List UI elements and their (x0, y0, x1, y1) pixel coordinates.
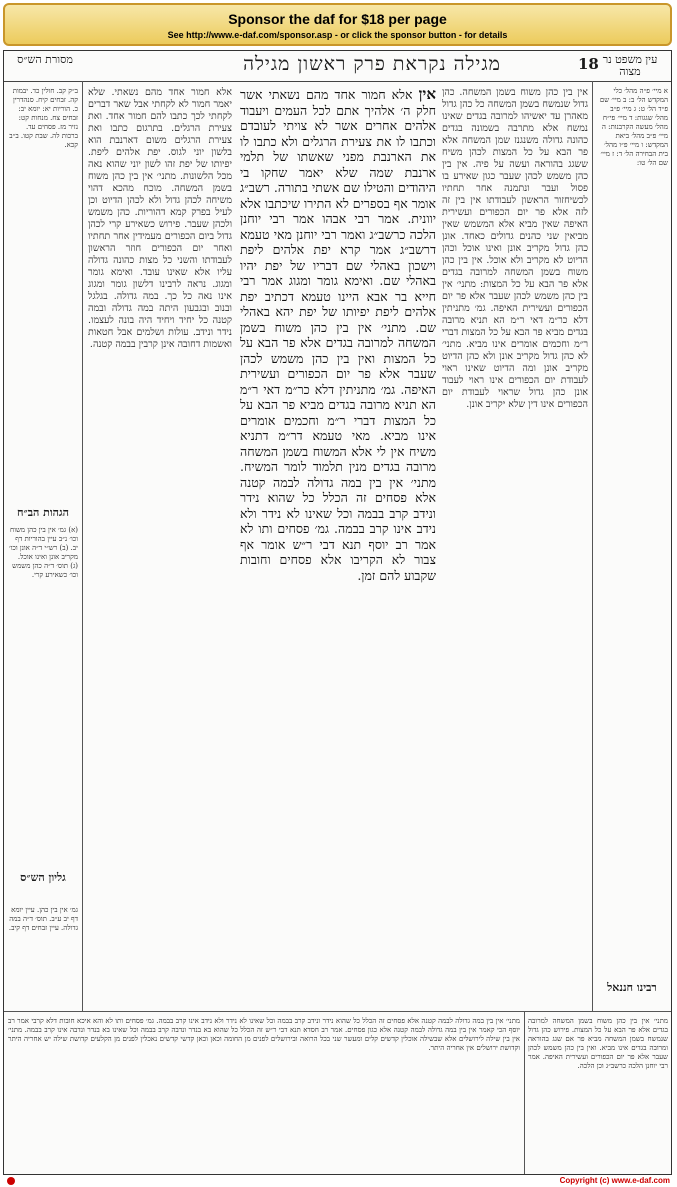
sponsor-banner[interactable] (3, 3, 672, 46)
hagahot-label: הגהות הב״ח (17, 506, 69, 519)
rule-bottom-split (524, 1011, 525, 1174)
running-title: מגילה נקראת פרק ראשון מגילה (243, 53, 501, 75)
ein-mishpat-label: עין משפט נר מצוה (602, 53, 658, 78)
gemara-text-1: אלא חמור אחד מהם נשאתי אשר חלק ה׳ אלהיך אתם לכל העמים ויעבוד אלהים אחרים אשר לא צויתי לעובדם וכתבו לו את צעירת הרגלים ולא כתבו לו את הארנבת מפני שאשתו של תלמי ארנבת שמה שלא יאמר שחקו בי היהודים והטילו שם אשתי בתורה. רשב״ג אומר אף בספרים לא התירו שיכתבו אלא יוונית. אמר רבי אבהו אמר רבי יוחנן הלכה כרשב״ג ואמר רבי יוחנן מאי טעמא דרשב״ג אמר קרא יפת אלהים ליפת וישכון באהלי שם דבריו של יפת יהיו באהלי שם. ואימא גומר ומגוג אמר רבי חייא בר אבא היינו טעמא דכתיב יפת אלהים ליפת יפיותו של יפת יהא באהלי שם. (240, 87, 436, 335)
rule-bottom-section (4, 1011, 671, 1012)
e-daf-logo-icon (7, 1177, 15, 1185)
gemara-text-2: מתני׳ אין בין כהן משוח בשמן המשחה למרובה בגדים אלא פר הבא על כל המצות ואין בין כהן משמש לכהן שעבר אלא פר יום הכפורים ועשירית האיפה. גמ׳ מתניתין דלא כר״מ דאי ר״מ הא תניא מרובה בגדים מביא פר הבא על כל המצות דברי ר״מ וחכמים אומרים אינו מביא. מאי טעמא דר״מ דתניא משיח אין לי אלא המשוח בשמן המשחה מרובה בגדים מנין תלמוד לומר המשיח. מתני׳ אין בין במה גדולה לבמה קטנה אלא פסחים זה הכלל כל שהוא נידר ונידב קרב בבמה וכל שאינו לא נידר ולא נידב אינו קרב בבמה. גמ׳ פסחים ותו לא אמר רב יוסף תנא דבי ר״ש אומר אף צבור לא הקריבו אלא פסחים וחובות שקבוע להם זמן. (240, 319, 436, 583)
masoret-hashas-label: מסורת הש״ס (17, 53, 73, 66)
rashi-continuation: אין בין כהן משוח בשמן המשחה למרובה בגדים אלא פר הבא על כל המצות: מתני׳ אין בין כהן משמש לכהן שעבר אלא פר יום הכפורים ועשירית האיפה. גמ׳ מתניתין דלא כר״מ דאי ר״מ הא תניא מרובה בגדים מביא פר הבא על כל המצות דברי ר״מ וחכמים אומרים אינו מביא. מתני׳ לא כהן גדול מקריב אונן ולא כהן הדיוט מקריב אונן ומה הדיוט שאינו ראוי לעבודת יום הכפורים אינו ראוי לעבוד אונן כהן גדול שראוי לעבודת יום הכפורים אינו דין שלא יקריב אונן. (442, 255, 588, 410)
talmud-page (3, 50, 672, 1175)
rashi-text: אין בין כהן משוח בשמן המשחה. כהן גדול שנמשח בשמן המשחה כל כהן גדול מאהרן עד יאשיהו למרובה בגדים שאינו נמשח אלא מתרבה בשמונה בגדים כהונה גדולה משנגנז שמן המשחה אלא פר הבא על כל המצות לכהן משיח ששגג בהוראה ועשה על פיה. אין בין כהן משמש לכהן שעבר כגון שאירע בו פסול ועבר ונתמנה אחר תחתיו לכשיחזור הראשון לעבודתו אין בין זה לזה אלא פר יום הכפורים ועשירית האיפה שאין מביא אלא המשמש שאין מביאין שני כהנים גדולים כאחד. אונן כהן גדול מקריב אונן ואינו אוכל וכהן הדיוט לא מקריב ולא אוכל. (442, 87, 588, 266)
rule-right-margin (592, 81, 593, 1011)
rashi-column (442, 87, 588, 1005)
copyright-link[interactable]: Copyright (c) www.e-daf.com (559, 1176, 670, 1185)
gilyon-text: גמ׳ אין בין כהן. עיין יומא דף יב ע״ב. תוס׳ ד״ה במה גדולה. עיין זבחים דף קיב. (8, 906, 78, 932)
rule-left-margin (82, 81, 83, 1011)
ein-mishpat-notes: א מיי׳ פ״ה מהל׳ כלי המקדש הל׳ ב: ב מיי׳ שם פ״ד הל׳ ט: ג מיי׳ פ״ב מהל׳ שגגות: ד מיי׳ פי״ח מהל׳ מעשה הקרבנות: ה מיי׳ פ״ב מהל׳ ביאת המקדש: ו מיי׳ פ״ו מהל׳ בית הבחירה הל׳ ד: ז מיי׳ שם הל׳ טו: (599, 87, 668, 167)
gilyon-label: גליון הש״ס (20, 871, 66, 884)
bottom-commentary: מתני׳ אין בין במה גדולה לבמה קטנה אלא פסחים זה הכלל כל שהוא נידר ונידב קרב בבמה וכל שאינו לא נידר ולא נידב אינו קרב בבמה. גמ׳ פסחים ותו לא והא איכא חובות דלא קרבי אמר רב יוסף הכי קאמר אין בין במה גדולה לבמה קטנה אלא כגון פסחים. אמר רב חסדא תנא דבי ר״ש זה הכלל כל שהוא בא בנדר ונדבה קרב בבמה וכל שאינו בא בנדר ונדבה אינו קרב בבמה. מתני׳ אין בין שילה לירושלים אלא שבשילה אוכלין קדשים קלים ומעשר שני בכל הרואה ובירושלים לפנים מן החומה וכאן וכאן קדשי קדשים נאכלין לפנים מן הקלעים קדושת שילה יש אחריה היתר וקדושת ירושלים אין אחריה היתר. (8, 1017, 520, 1052)
masoret-hashas-notes: ב״ק קב. חולין כד. יבמות קה. זבחים קיח. סנהדרין כ. הוריות יא: יומא יב: זבחים צח. מנחות קט: נזיר מז. פסחים עד. ברכות לה. שבת קטו. ב״ב קכא. (9, 87, 78, 149)
sponsor-title[interactable]: Sponsor the daf for $18 per page (228, 11, 447, 27)
hagahot-text: (א) גמ׳ אין בין כהן משוח וכו׳ נ״ב עיין בהוריות דף יב. (ב) רש״י ד״ה אונן וכו׳ מקריב אונן ואינו אוכל. (ג) תוס׳ ד״ה כהן משמש וכו׳ כשאירע קרי. (8, 526, 78, 579)
page-header (4, 51, 671, 82)
page-number: 18 (578, 55, 599, 73)
page-footer (3, 1176, 672, 1187)
rabbenu-chananel-text: מתני׳ אין בין כהן משוח בשמן המשחה למרובה בגדים אלא פר הבא על כל המצות. פירוש כהן גדול שנמשח בשמן המשחה מביא פר אם שגג בהוראה ומרובה בגדים אינו מביא. ואין בין כהן משמש לכהן שעבר אלא פר יום הכפורים ועשירית האיפה. אמר רבי יוחנן הלכה כרשב״ג וכן הלכה. (528, 1017, 668, 1070)
sponsor-subtitle[interactable]: See http://www.e-daf.com/sponsor.asp - or click the sponsor button - for details (167, 30, 508, 40)
gemara-column (240, 87, 436, 1005)
gemara-opening-word: אין (418, 87, 436, 103)
tosafot-column: אלא חמור אחד מהם נשאתי. שלא יאמר חמור לא לקחתי אבל שאר דברים לקחתי לכך כתבו להם חמור אחד. ואת צעירת הרגלים. בתרגום כתבו ואת צעירת הרגלים משום דארנבת הוא בלשון יוני לגוס. יפת אלהים ליפת. יפיותו של יפת זהו לשון יוני שהוא נאה מכל הלשונות. מתני׳ אין בין כהן משוח בשמן המשחה. מוכח מהכא דהוי משיחה לכהן גדול ולא לכהן הדיוט וכן לעיל בפרק קמא דהוריות. כהן משמש ולכהן שעבר. פירוש כשאירע קרי לכהן גדול ביום הכפורים מעמידין אחר תחתיו ואחר יום הכפורים חוזר הראשון לעבודתו והשני כל מצות כהונה גדולה עליו אלא שאינו עובד. ואימא גומר ומגוג. נראה לרבינו דלשון גומר ומגוג אינו נאה כל כך. במה גדולה. בגלגל ובנוב ובגבעון היתה במה גדולה ובמה קטנה כל יחיד ויחיד היה בונה לעצמו. נידר ונידב. עולות ושלמים אבל חטאות ואשמות דחובה אינן קרבין בבמה קטנה. (88, 87, 232, 350)
rabbenu-chananel-label: רבינו חננאל (607, 981, 657, 994)
